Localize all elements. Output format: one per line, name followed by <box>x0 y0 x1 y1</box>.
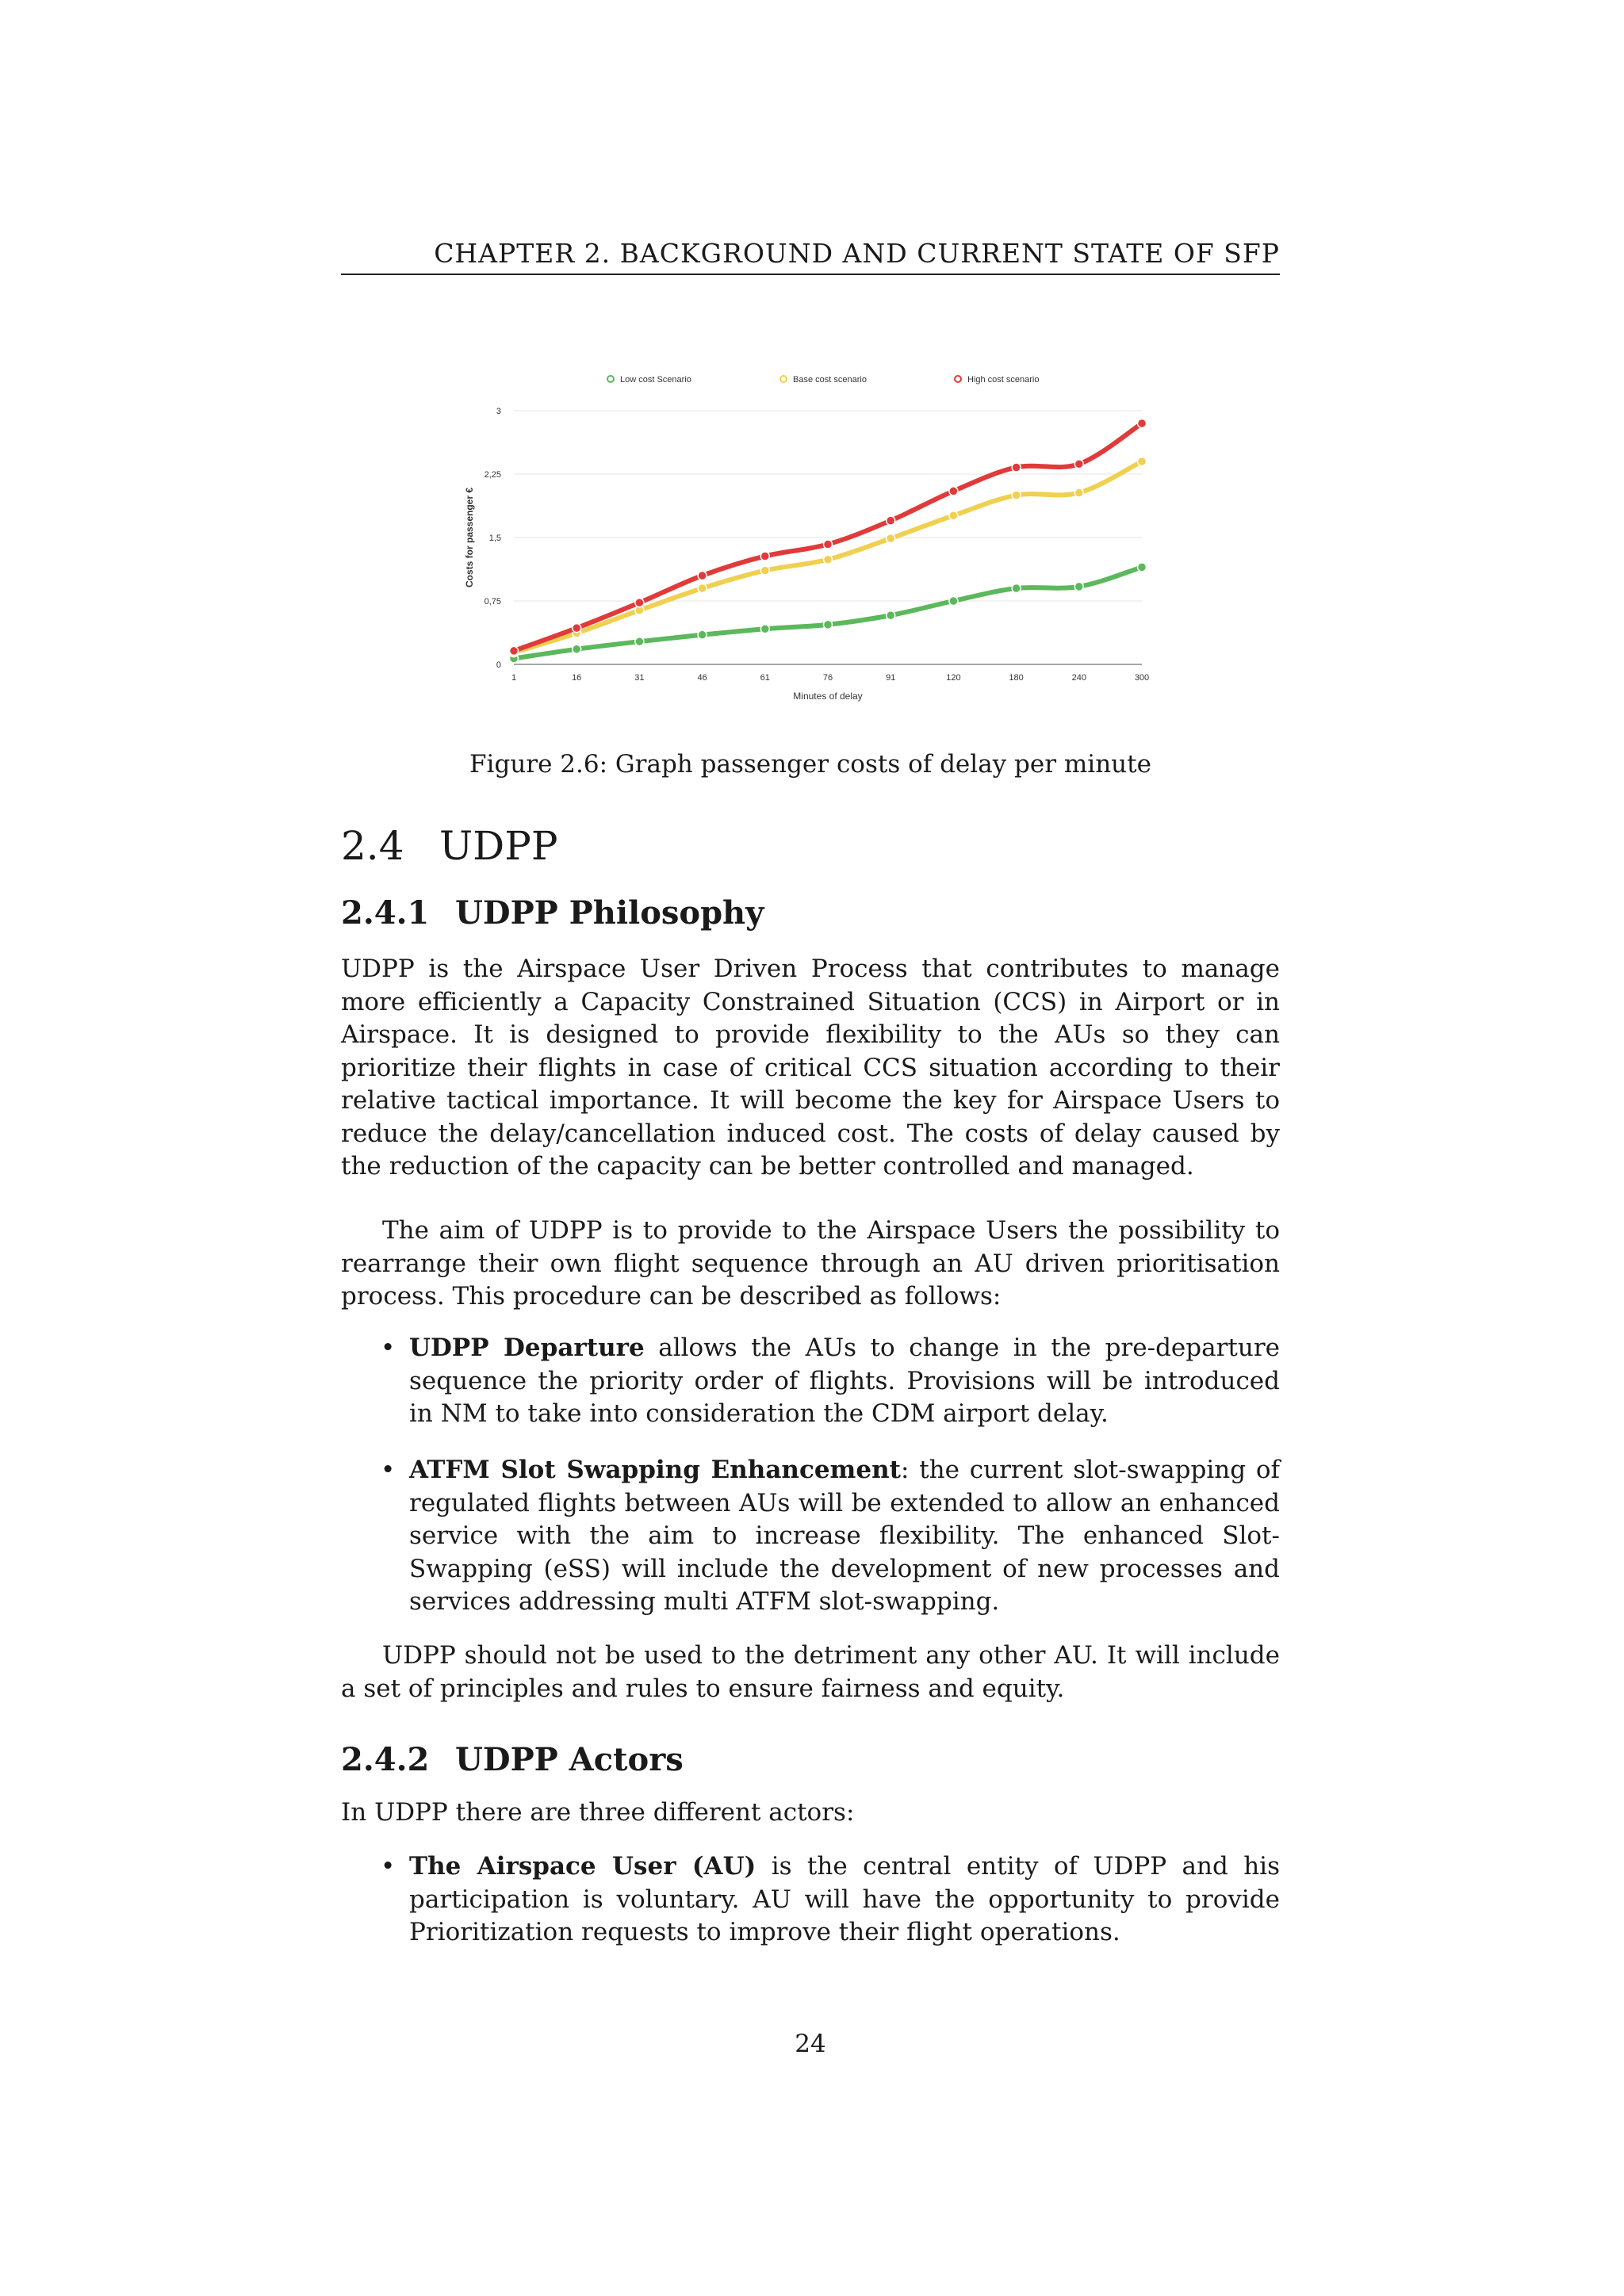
x-tick-label: 120 <box>946 673 961 683</box>
data-point <box>824 620 833 629</box>
x-tick-label: 16 <box>572 673 582 683</box>
x-tick-label: 46 <box>697 673 707 683</box>
data-point <box>949 597 958 606</box>
x-tick-label: 31 <box>634 673 645 683</box>
data-point <box>887 516 895 525</box>
subsection-number: 2.4.1 <box>341 894 430 932</box>
x-tick-label: 91 <box>886 673 896 683</box>
data-point <box>698 584 707 593</box>
running-head: CHAPTER 2. BACKGROUND AND CURRENT STATE OF SFP <box>341 238 1280 275</box>
data-point <box>510 646 519 655</box>
data-point <box>949 511 958 520</box>
data-point <box>1138 419 1147 428</box>
paragraph-aim: The aim of UDPP is to provide to the Airspace Users the possibility to rearrange their own flight sequence through an AU driven prioritisation process. This procedure can be described as follows: <box>341 1216 1280 1311</box>
figure-caption: Figure 2.6: Graph passenger costs of delay per minute <box>469 750 1151 779</box>
series-line <box>514 567 1142 658</box>
paragraph-fairness: UDPP should not be used to the detriment any other AU. It will include a set of principles and rules to ensure fairness and equity. <box>341 1641 1280 1703</box>
x-tick-label: 180 <box>1009 673 1024 683</box>
bullet-term: The Airspace User (AU) <box>409 1852 756 1881</box>
section-title: UDPP <box>439 823 558 869</box>
y-tick-label: 1,5 <box>488 534 501 543</box>
legend-marker <box>780 376 787 382</box>
subsection-title: UDPP Philosophy <box>455 894 764 932</box>
paragraph-philosophy: UDPP is the Airspace User Driven Process that contributes to manage more efficiently a Capacity Constrained Situation (CCS) in Airport or in Airspace. It is designed to provide flexibility to the AUs so they can prioritize their flights in case of critical CCS situation according to their relative tactical importance. It will become the key for Airspace Users to reduce the delay/cancellation induced cost. The costs of delay caused by the reduction of the capacity can be better controlled and managed. <box>341 955 1280 1181</box>
y-tick-label: 0,75 <box>484 597 501 607</box>
bullet-text: is the central entity of UDPP and his participation is voluntary. AU will have the opportunity to provide Prioritization requests to improve their flight operations. <box>409 1852 1280 1946</box>
data-point <box>824 540 833 549</box>
data-point <box>1074 488 1083 497</box>
subsection-heading-actors <box>341 1741 684 1778</box>
x-tick-label: 240 <box>1071 673 1086 683</box>
legend-label: Low cost Scenario <box>620 375 691 385</box>
data-point <box>1138 563 1147 572</box>
x-tick-label: 61 <box>760 673 770 683</box>
data-point <box>760 566 769 575</box>
paragraph-actors-intro: In UDPP there are three different actors: <box>341 1798 855 1827</box>
y-tick-label: 0 <box>496 660 501 670</box>
data-point <box>635 637 644 646</box>
line-chart <box>444 349 1174 714</box>
subsection-title: UDPP Actors <box>455 1741 684 1778</box>
data-point <box>1074 582 1083 591</box>
data-point <box>760 625 769 633</box>
x-axis-label: Minutes of delay <box>793 691 863 702</box>
section-heading <box>341 823 558 869</box>
series-line <box>514 423 1142 651</box>
data-point <box>698 630 707 639</box>
data-point <box>760 552 769 561</box>
legend-marker <box>955 376 961 382</box>
bullet-term: UDPP Departure <box>409 1334 645 1362</box>
legend-label: Base cost scenario <box>793 375 867 385</box>
data-point <box>1012 463 1021 472</box>
section-number: 2.4 <box>341 823 404 869</box>
data-point <box>824 555 833 564</box>
data-point <box>1138 457 1147 466</box>
data-point <box>573 645 581 653</box>
bullet-dot: • <box>381 1852 396 1881</box>
bullet-text: : the current slot-swapping of regulated flights between AUs will be extended to allow an enhanced service with the aim to increase flexibility. The enhanced Slot-Swapping (eSS) will include the development of new processes and services addressing multi ATFM slot-swapping. <box>409 1456 1280 1616</box>
subsection-number: 2.4.2 <box>341 1741 430 1778</box>
x-tick-label: 76 <box>822 673 833 683</box>
data-point <box>887 611 895 620</box>
bullet-dot: • <box>381 1334 396 1362</box>
bullet-airspace-user <box>381 1850 1280 1950</box>
data-point <box>1012 491 1021 499</box>
data-point <box>698 572 707 580</box>
bullet-udpp-departure <box>381 1332 1280 1431</box>
data-point <box>1074 460 1083 469</box>
data-point <box>1012 584 1021 593</box>
bullet-dot: • <box>381 1456 396 1484</box>
y-axis-label: Costs for passenger € <box>464 487 475 588</box>
subsection-heading-philosophy <box>341 894 764 932</box>
y-tick-label: 3 <box>496 407 501 416</box>
data-point <box>573 624 581 633</box>
bullet-term: ATFM Slot Swapping Enhancement <box>409 1456 901 1484</box>
data-point <box>949 487 958 496</box>
bullet-atfm-slot-swapping <box>381 1454 1280 1619</box>
page-number: 24 <box>795 2030 826 2058</box>
legend-label: High cost scenario <box>967 375 1040 385</box>
x-tick-label: 300 <box>1134 673 1150 683</box>
legend-marker <box>607 376 614 382</box>
figure-chart <box>444 349 1174 714</box>
y-tick-label: 2,25 <box>484 470 501 480</box>
data-point <box>635 599 644 607</box>
bullet-text: allows the AUs to change in the pre-departure sequence the priority order of flights. Provisions will be introduced in NM to take into consideration the CDM airport delay. <box>409 1334 1280 1428</box>
x-tick-label: 1 <box>511 673 517 683</box>
data-point <box>887 534 895 543</box>
